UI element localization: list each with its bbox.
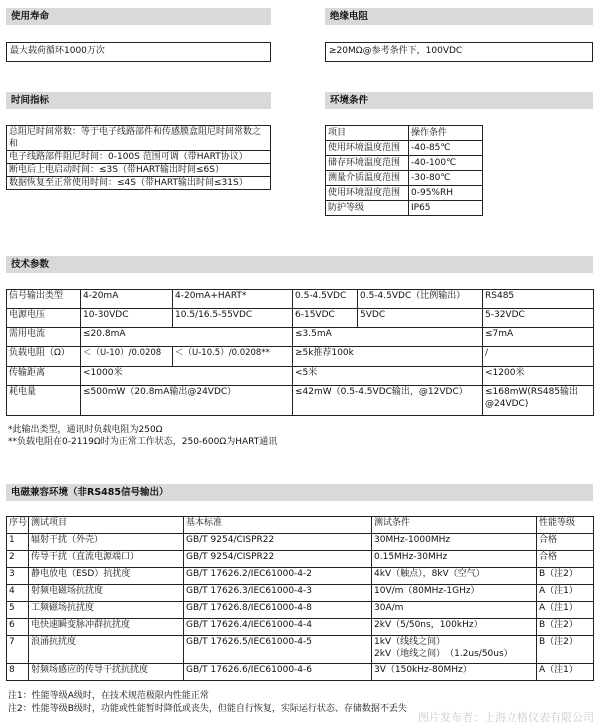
emc-cell: 静电放电（ESD）抗扰度 bbox=[29, 568, 184, 585]
tech-cell: 6-15VDC bbox=[293, 309, 358, 328]
tech-cell: ＜（U-10.5）/0.0208** bbox=[173, 347, 293, 367]
env-cell: 项目 bbox=[326, 126, 409, 141]
emc-cell: GB/T 17626.4/IEC61000-4-4 bbox=[184, 619, 372, 636]
emc-cell: B（注2） bbox=[537, 568, 594, 585]
tech-cell: ≤3.5mA bbox=[293, 328, 483, 347]
env-cell: 使用环境湿度范围 bbox=[326, 186, 409, 201]
env-cell: 使用环境温度范围 bbox=[326, 141, 409, 156]
emc-cell: 30A/m bbox=[372, 602, 537, 619]
emc-cell: 10V/m（80MHz-1GHz） bbox=[372, 585, 537, 602]
emc-cell: 30MHz-1000MHz bbox=[372, 534, 537, 551]
tech-cell: 传输距离 bbox=[7, 367, 81, 386]
tech-cell: 需用电流 bbox=[7, 328, 81, 347]
emc-cell: 3 bbox=[7, 568, 29, 585]
env-cell: 操作条件 bbox=[409, 126, 483, 141]
tech-cell: 10.5/16.5-55VDC bbox=[173, 309, 293, 328]
tech-cell: 4-20mA bbox=[81, 290, 173, 309]
emc-cell: 2kV（5/50ns，100kHz） bbox=[372, 619, 537, 636]
emc-cell-line: 1kV（线线之间） bbox=[374, 637, 446, 647]
emc-cell: 2 bbox=[7, 551, 29, 568]
emc-cell: B（注2） bbox=[537, 636, 594, 664]
env-cell: IP65 bbox=[409, 201, 483, 216]
section-header-timing: 时间指标 bbox=[6, 92, 271, 109]
emc-cell: GB/T 17626.8/IEC61000-4-8 bbox=[184, 602, 372, 619]
emc-cell: 传导干扰（直流电源端口） bbox=[29, 551, 184, 568]
emc-cell: GB/T 9254/CISPR22 bbox=[184, 534, 372, 551]
timing-row: 数据恢复至正常使用时间：≤4S（带HART输出时间≤31S） bbox=[7, 177, 271, 190]
tech-cell: ≥5k推荐100k bbox=[293, 347, 483, 367]
tech-cell: ≤500mW（20.8mA输出@24VDC） bbox=[81, 386, 293, 416]
tech-cell: 5-32VDC bbox=[483, 309, 594, 328]
emc-cell: GB/T 17626.2/IEC61000-4-2 bbox=[184, 568, 372, 585]
emc-cell: A（注1） bbox=[537, 664, 594, 681]
timing-row: 断电后上电启动时间：≤3S（带HART输出时间≤6S） bbox=[7, 164, 271, 177]
timing-row: 总阻尼时间常数：等于电子线路部件和传感膜盒阻尼时间常数之和 bbox=[7, 126, 271, 151]
tech-cell: 4-20mA+HART* bbox=[173, 290, 293, 309]
tech-cell: ＜（U-10）/0.0208 bbox=[81, 347, 173, 367]
insulation-value: ≥20MΩ@参考条件下，100VDC bbox=[325, 42, 593, 62]
tech-cell: 10-30VDC bbox=[81, 309, 173, 328]
section-header-emc: 电磁兼容环境（非RS485信号输出） bbox=[6, 484, 593, 501]
emc-cell: A（注1） bbox=[537, 602, 594, 619]
tech-cell: <5米 bbox=[293, 367, 483, 386]
env-cell: 测量介质温度范围 bbox=[326, 171, 409, 186]
tech-cell: 负载电阻（Ω） bbox=[7, 347, 81, 367]
section-header-tech: 技术参数 bbox=[6, 256, 593, 273]
tech-cell: <1200米 bbox=[483, 367, 594, 386]
tech-cell: 耗电量 bbox=[7, 386, 81, 416]
tech-cell: 0.5-4.5VDC（比例输出） bbox=[358, 290, 483, 309]
env-cell: -40-85℃ bbox=[409, 141, 483, 156]
timing-row: 电子线路部件阻尼时间：0-100S 范围可调（带HART协议） bbox=[7, 151, 271, 164]
emc-col-header: 序号 bbox=[7, 517, 29, 534]
emc-cell: 6 bbox=[7, 619, 29, 636]
emc-col-header: 性能等级 bbox=[537, 517, 594, 534]
env-cell: 防护等级 bbox=[326, 201, 409, 216]
timing-table bbox=[6, 125, 271, 190]
tech-table bbox=[6, 289, 594, 416]
emc-cell bbox=[372, 636, 537, 664]
table-row bbox=[7, 602, 594, 619]
emc-cell: GB/T 17626.3/IEC61000-4-3 bbox=[184, 585, 372, 602]
emc-note-2: 注2：性能等级B级时，功能或性能暂时降低或丧失，但能自行恢复，实际运行状态、存储数据不丢失 bbox=[8, 704, 407, 714]
emc-cell: 7 bbox=[7, 636, 29, 664]
emc-cell: GB/T 17626.6/IEC61000-4-6 bbox=[184, 664, 372, 681]
emc-cell: 4 bbox=[7, 585, 29, 602]
section-header-insulation: 绝缘电阻 bbox=[325, 8, 593, 25]
tech-cell: <1000米 bbox=[81, 367, 293, 386]
emc-cell: 0.15MHz-30MHz bbox=[372, 551, 537, 568]
table-row bbox=[7, 551, 594, 568]
emc-cell: 5 bbox=[7, 602, 29, 619]
emc-cell: 电快速瞬变脉冲群抗扰度 bbox=[29, 619, 184, 636]
tech-cell: RS485 bbox=[483, 290, 594, 309]
tech-note-2: **负载电阻在0-2119Ω时为正常工作状态，250-600Ω为HART通讯 bbox=[8, 437, 278, 447]
tech-cell: ≤20.8mA bbox=[81, 328, 293, 347]
emc-cell: 3V（150kHz-80MHz） bbox=[372, 664, 537, 681]
emc-cell: 工频磁场抗扰度 bbox=[29, 602, 184, 619]
tech-cell: 电源电压 bbox=[7, 309, 81, 328]
env-cell: 储存环境温度范围 bbox=[326, 156, 409, 171]
emc-cell: B（注2） bbox=[537, 619, 594, 636]
tech-note-1: *此输出类型，通讯时负载电阻为250Ω bbox=[8, 425, 163, 435]
table-row bbox=[7, 619, 594, 636]
section-header-life: 使用寿命 bbox=[6, 8, 271, 25]
tech-cell: 5VDC bbox=[358, 309, 483, 328]
table-row bbox=[7, 534, 594, 551]
table-row bbox=[7, 664, 594, 681]
section-header-environment: 环境条件 bbox=[325, 92, 593, 109]
tech-cell: / bbox=[483, 347, 594, 367]
emc-note-1: 注1：性能等级A级时，在技术规范极限内性能正常 bbox=[8, 691, 209, 701]
tech-cell: ≤168mW(RS485输出@24VDC) bbox=[483, 386, 594, 416]
emc-cell: 浪涌抗扰度 bbox=[29, 636, 184, 664]
emc-cell: 射频场感应的传导干扰抗扰度 bbox=[29, 664, 184, 681]
emc-cell: GB/T 9254/CISPR22 bbox=[184, 551, 372, 568]
emc-col-header: 测试条件 bbox=[372, 517, 537, 534]
emc-cell: GB/T 17626.5/IEC61000-4-5 bbox=[184, 636, 372, 664]
emc-cell: 辐射干扰（外壳） bbox=[29, 534, 184, 551]
environment-table bbox=[325, 125, 483, 216]
emc-cell: 合格 bbox=[537, 551, 594, 568]
emc-table bbox=[6, 516, 594, 681]
watermark: 图片发布者：上海立格仪表有限公司 bbox=[418, 711, 594, 724]
emc-cell: A（注1） bbox=[537, 585, 594, 602]
table-row bbox=[7, 568, 594, 585]
tech-cell: ≤7mA bbox=[483, 328, 594, 347]
emc-col-header: 测试项目 bbox=[29, 517, 184, 534]
table-row bbox=[7, 636, 594, 664]
emc-cell: 射频电磁场抗扰度 bbox=[29, 585, 184, 602]
emc-cell: 合格 bbox=[537, 534, 594, 551]
emc-cell: 8 bbox=[7, 664, 29, 681]
tech-cell: 0.5-4.5VDC bbox=[293, 290, 358, 309]
env-cell: -30-80℃ bbox=[409, 171, 483, 186]
env-cell: 0-95%RH bbox=[409, 186, 483, 201]
emc-cell: 1 bbox=[7, 534, 29, 551]
env-cell: -40-100℃ bbox=[409, 156, 483, 171]
emc-col-header: 基本标准 bbox=[184, 517, 372, 534]
emc-cell-line: 2kV（地线之间） （1.2us/50us） bbox=[374, 649, 513, 659]
life-value: 最大载荷循环1000万次 bbox=[6, 42, 271, 62]
emc-cell: 4kV（触点），8kV（空气） bbox=[372, 568, 537, 585]
tech-cell: ≤42mW（0.5-4.5VDC输出，@12VDC） bbox=[293, 386, 483, 416]
table-row bbox=[7, 585, 594, 602]
tech-cell: 信号输出类型 bbox=[7, 290, 81, 309]
